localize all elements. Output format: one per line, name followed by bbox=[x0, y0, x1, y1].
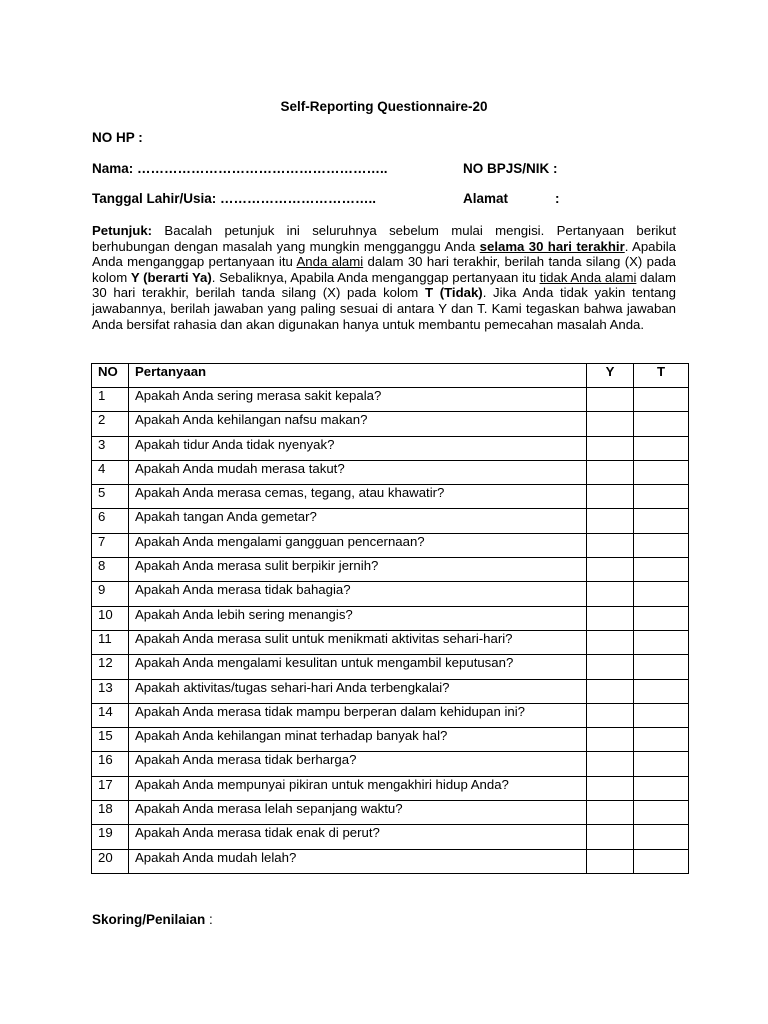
alamat-colon: : bbox=[555, 191, 560, 206]
table-row bbox=[92, 728, 689, 752]
answer-y-cell[interactable] bbox=[587, 728, 634, 752]
row-number: 8 bbox=[92, 558, 129, 582]
answer-t-cell[interactable] bbox=[634, 558, 689, 582]
instructions-text: Bacalah petunjuk ini seluruhnya sebelum mulai mengisi. Pertanyaan berikut berhubungan dengan masalah yang mungkin mengganggu Anda bbox=[92, 223, 676, 254]
header-question: Pertanyaan bbox=[129, 364, 587, 388]
answer-y-cell[interactable] bbox=[587, 388, 634, 412]
row-number: 18 bbox=[92, 801, 129, 825]
header-no: NO bbox=[92, 364, 129, 388]
answer-y-cell[interactable] bbox=[587, 630, 634, 654]
answer-t-cell[interactable] bbox=[634, 801, 689, 825]
table-row bbox=[92, 509, 689, 533]
row-number: 17 bbox=[92, 776, 129, 800]
row-number: 1 bbox=[92, 388, 129, 412]
row-question: Apakah Anda kehilangan nafsu makan? bbox=[129, 412, 587, 436]
answer-y-cell[interactable] bbox=[587, 509, 634, 533]
table-row bbox=[92, 558, 689, 582]
answer-t-cell[interactable] bbox=[634, 728, 689, 752]
row-question: Apakah Anda merasa cemas, tegang, atau khawatir? bbox=[129, 485, 587, 509]
answer-y-cell[interactable] bbox=[587, 679, 634, 703]
row-question: Apakah Anda merasa tidak enak di perut? bbox=[129, 825, 587, 849]
scoring-label: Skoring/Penilaian bbox=[92, 912, 206, 927]
no-hp-label: NO HP : bbox=[92, 130, 143, 145]
answer-t-cell[interactable] bbox=[634, 412, 689, 436]
scoring-colon: : bbox=[205, 912, 213, 927]
table-row bbox=[92, 606, 689, 630]
row-question: Apakah tidur Anda tidak nyenyak? bbox=[129, 436, 587, 460]
answer-t-cell[interactable] bbox=[634, 849, 689, 873]
answer-y-cell[interactable] bbox=[587, 582, 634, 606]
table-header-row bbox=[92, 364, 689, 388]
answer-t-cell[interactable] bbox=[634, 776, 689, 800]
answer-y-cell[interactable] bbox=[587, 412, 634, 436]
answer-y-cell[interactable] bbox=[587, 485, 634, 509]
answer-t-cell[interactable] bbox=[634, 582, 689, 606]
answer-y-cell[interactable] bbox=[587, 436, 634, 460]
instructions-underline: Anda alami bbox=[296, 254, 364, 270]
instructions-text: . Jika Anda tidak yakin tentang jawabannya, berilah jawaban yang paling sesuai di antara Y dan T. Kami tegaskan bahwa jawaban Anda bersifat rahasia dan akan digunakan hanya untuk membantu pemecahan masalah Anda. bbox=[92, 285, 676, 332]
row-question: Apakah Anda merasa sulit untuk menikmati aktivitas sehari-hari? bbox=[129, 630, 587, 654]
answer-y-cell[interactable] bbox=[587, 558, 634, 582]
row-number: 16 bbox=[92, 752, 129, 776]
answer-t-cell[interactable] bbox=[634, 655, 689, 679]
row-number: 13 bbox=[92, 679, 129, 703]
row-number: 14 bbox=[92, 703, 129, 727]
answer-t-cell[interactable] bbox=[634, 679, 689, 703]
table-row bbox=[92, 776, 689, 800]
table-row bbox=[92, 679, 689, 703]
row-number: 9 bbox=[92, 582, 129, 606]
table-row bbox=[92, 825, 689, 849]
table-row bbox=[92, 412, 689, 436]
answer-t-cell[interactable] bbox=[634, 388, 689, 412]
questionnaire-table bbox=[91, 363, 689, 874]
row-number: 6 bbox=[92, 509, 129, 533]
row-number: 20 bbox=[92, 849, 129, 873]
table-row bbox=[92, 460, 689, 484]
table-row bbox=[92, 655, 689, 679]
answer-y-cell[interactable] bbox=[587, 849, 634, 873]
scoring-section bbox=[92, 912, 213, 927]
no-bpjs-label: NO BPJS/NIK : bbox=[463, 161, 558, 176]
row-number: 4 bbox=[92, 460, 129, 484]
answer-y-cell[interactable] bbox=[587, 655, 634, 679]
row-number: 2 bbox=[92, 412, 129, 436]
table-row bbox=[92, 436, 689, 460]
answer-t-cell[interactable] bbox=[634, 630, 689, 654]
row-question: Apakah Anda mengalami gangguan pencernaan? bbox=[129, 533, 587, 557]
answer-y-cell[interactable] bbox=[587, 533, 634, 557]
row-question: Apakah Anda merasa tidak berharga? bbox=[129, 752, 587, 776]
answer-y-cell[interactable] bbox=[587, 801, 634, 825]
row-question: Apakah Anda mudah merasa takut? bbox=[129, 460, 587, 484]
answer-y-cell[interactable] bbox=[587, 606, 634, 630]
answer-t-cell[interactable] bbox=[634, 436, 689, 460]
instructions-text: . Sebaliknya, Apabila Anda menganggap pertanyaan itu bbox=[211, 269, 540, 285]
row-question: Apakah Anda merasa tidak bahagia? bbox=[129, 582, 587, 606]
instructions-emphasis: selama 30 hari terakhir bbox=[479, 238, 625, 254]
table-row bbox=[92, 582, 689, 606]
row-number: 19 bbox=[92, 825, 129, 849]
answer-t-cell[interactable] bbox=[634, 606, 689, 630]
header-t: T bbox=[634, 364, 689, 388]
instructions-text: dalam 30 hari terakhir, berilah tanda silang (X) pada kolom bbox=[92, 269, 676, 301]
row-question: Apakah tangan Anda gemetar? bbox=[129, 509, 587, 533]
instructions-paragraph bbox=[92, 223, 676, 332]
instructions-label: Petunjuk: bbox=[92, 223, 153, 238]
row-question: Apakah Anda kehilangan minat terhadap banyak hal? bbox=[129, 728, 587, 752]
table-row bbox=[92, 752, 689, 776]
tanggal-lahir-field: Tanggal Lahir/Usia: …………………………….. bbox=[92, 191, 377, 206]
table-row bbox=[92, 703, 689, 727]
row-question: Apakah Anda mempunyai pikiran untuk mengakhiri hidup Anda? bbox=[129, 776, 587, 800]
instructions-text: dalam 30 hari terakhir, berilah tanda silang (X) pada kolom bbox=[92, 254, 676, 285]
table-row bbox=[92, 388, 689, 412]
header-y: Y bbox=[587, 364, 634, 388]
row-question: Apakah aktivitas/tugas sehari-hari Anda terbengkalai? bbox=[129, 679, 587, 703]
table-row bbox=[92, 630, 689, 654]
row-number: 7 bbox=[92, 533, 129, 557]
row-number: 5 bbox=[92, 485, 129, 509]
answer-y-cell[interactable] bbox=[587, 776, 634, 800]
row-question: Apakah Anda merasa lelah sepanjang waktu? bbox=[129, 801, 587, 825]
instructions-bold: T (Tidak) bbox=[424, 285, 483, 301]
row-number: 15 bbox=[92, 728, 129, 752]
answer-y-cell[interactable] bbox=[587, 752, 634, 776]
alamat-label: Alamat bbox=[463, 191, 509, 206]
answer-t-cell[interactable] bbox=[634, 460, 689, 484]
answer-y-cell[interactable] bbox=[587, 703, 634, 727]
answer-y-cell[interactable] bbox=[587, 460, 634, 484]
row-question: Apakah Anda lebih sering menangis? bbox=[129, 606, 587, 630]
document-title: Self-Reporting Questionnaire-20 bbox=[280, 99, 488, 114]
table-row bbox=[92, 485, 689, 509]
row-question: Apakah Anda sering merasa sakit kepala? bbox=[129, 388, 587, 412]
answer-y-cell[interactable] bbox=[587, 825, 634, 849]
row-number: 11 bbox=[92, 630, 129, 654]
answer-t-cell[interactable] bbox=[634, 485, 689, 509]
answer-t-cell[interactable] bbox=[634, 752, 689, 776]
instructions-text: . Apabila Anda menganggap pertanyaan itu bbox=[92, 238, 677, 270]
instructions-underline: tidak Anda alami bbox=[539, 269, 637, 285]
row-number: 3 bbox=[92, 436, 129, 460]
nama-field: Nama: ……………………………………………….. bbox=[92, 161, 388, 176]
answer-t-cell[interactable] bbox=[634, 533, 689, 557]
row-question: Apakah Anda merasa tidak mampu berperan dalam kehidupan ini? bbox=[129, 703, 587, 727]
answer-t-cell[interactable] bbox=[634, 509, 689, 533]
answer-t-cell[interactable] bbox=[634, 703, 689, 727]
row-number: 10 bbox=[92, 606, 129, 630]
instructions-bold: Y (berarti Ya) bbox=[130, 269, 212, 285]
row-number: 12 bbox=[92, 655, 129, 679]
answer-t-cell[interactable] bbox=[634, 825, 689, 849]
row-question: Apakah Anda merasa sulit berpikir jernih? bbox=[129, 558, 587, 582]
table-row bbox=[92, 801, 689, 825]
row-question: Apakah Anda mudah lelah? bbox=[129, 849, 587, 873]
table-row bbox=[92, 849, 689, 873]
row-question: Apakah Anda mengalami kesulitan untuk mengambil keputusan? bbox=[129, 655, 587, 679]
table-row bbox=[92, 533, 689, 557]
